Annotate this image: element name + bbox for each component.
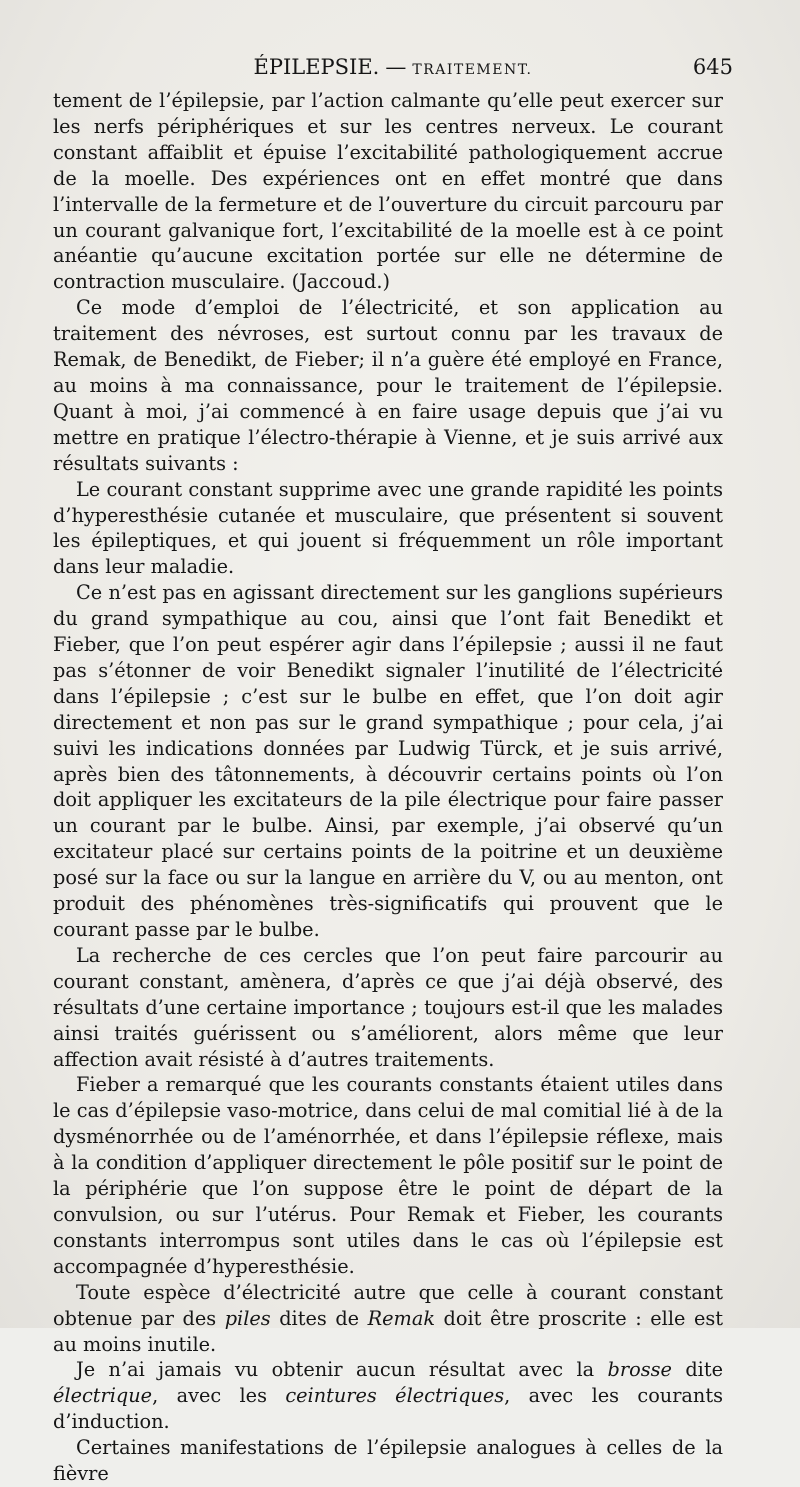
text-run: , avec les courants d’induction. xyxy=(53,1384,723,1434)
italic-term: électrique xyxy=(53,1384,153,1408)
paragraph-continued: tement de l’épilepsie, par l’action calmante qu’elle peut exercer sur les nerfs périphériques et sur les centres nerveux. Le courant constant affaiblit et épuise l’excitabilité pathologiquement accrue de la moelle. Des expériences ont en effet montré que dans l’intervalle de la fermeture et de l’ouverture du circuit parcouru par un courant galvanique fort, l’excitabilité de la moelle est à ce point anéantie qu’aucune excitation portée sur elle ne détermine de contraction musculaire. (Jaccoud.) xyxy=(53,89,723,294)
italic-term: ceintures électriques xyxy=(285,1384,505,1408)
text-run: doit être proscrite : elle est au moins inutile. xyxy=(53,1306,723,1356)
section-title: TRAITEMENT. xyxy=(412,62,533,78)
text-run: Toute espèce d’électricité autre que celle à courant constant obtenue par des xyxy=(53,1280,723,1330)
paragraph: La recherche de ces cercles que l’on peut faire parcourir au courant constant, amènera, d’après ce que j’ai déjà observé, des résultats d’une certaine importance ; toujours est-il que les malades ainsi traités guérissent ou s’améliorent, alors même que leur affection avait résisté à d’autres traitements. xyxy=(53,943,723,1071)
paragraph xyxy=(53,1280,723,1358)
paragraph: Ce mode d’emploi de l’électricité, et son application au traitement des névroses, est surtout connu par les travaux de Remak, de Benedikt, de Fieber; il n’a guère été employé en France, au moins à ma connaissance, pour le traitement de l’épilepsie. Quant à moi, j’ai commencé à en faire usage depuis que j’ai vu mettre en pratique l’électro-thérapie à Vienne, et je suis arrivé aux résultats suivants : xyxy=(53,296,723,475)
page-number: 645 xyxy=(692,55,733,79)
italic-term: piles xyxy=(224,1306,271,1330)
text-run: dite xyxy=(671,1358,723,1382)
paragraph: Fieber a remarqué que les courants constants étaient utiles dans le cas d’épilepsie vaso-motrice, dans celui de mal comitial lié à de la dysménorrhée ou de l’aménorrhée, et dans l’épilepsie réflexe, mais à la condition d’appliquer directement le pôle positif sur le point de la périphérie que l’on suppose être le point de départ de la convulsion, ou sur l’utérus. Pour Remak et Fieber, les courants constants interrompus sont utiles dans le cas où l’épilepsie est accompagnée d’hyperesthésie. xyxy=(53,1073,723,1278)
text-run: Je n’ai jamais vu obtenir aucun résultat avec la xyxy=(76,1358,608,1382)
running-head xyxy=(53,52,733,82)
text-run: dites de xyxy=(270,1306,368,1330)
text-run: , avec les xyxy=(152,1384,286,1408)
paragraph: Le courant constant supprime avec une grande rapidité les points d’hyperesthésie cutanée et musculaire, que présentent si souvent les épileptiques, et qui jouent si fréquemment un rôle important dans leur maladie. xyxy=(53,477,723,579)
paragraph: Ce n’est pas en agissant directement sur les ganglions supérieurs du grand sympathique au cou, ainsi que l’ont fait Benedikt et Fieber, que l’on peut espérer agir dans l’épilepsie ; aussi il ne faut pas s’étonner de voir Benedikt signaler l’inutilité de l’électricité dans l’épilepsie ; c’est sur le bulbe en effet, que l’on doit agir directement et non pas sur le grand sympathique ; pour cela, j’ai suivi les indications données par Ludwig Türck, et je suis arrivé, après bien des tâtonnements, à découvrir certains points où l’on doit appliquer les excitateurs de la pile électrique pour faire passer un courant par le bulbe. Ainsi, par exemple, j’ai observé qu’un excitateur placé sur certains points de la poitrine et un deuxième posé sur la face ou sur la langue en arrière du V, ou au menton, ont produit des phénomènes très-significatifs qui prouvent que le courant passe par le bulbe. xyxy=(53,581,723,941)
italic-term: Remak xyxy=(367,1306,435,1330)
body-text xyxy=(53,88,723,1487)
italic-term: brosse xyxy=(607,1358,672,1382)
running-head-title xyxy=(53,52,733,85)
paragraph: Certaines manifestations de l’épilepsie analogues à celles de la fièvre xyxy=(53,1436,723,1486)
title-dash: — xyxy=(385,55,407,79)
paragraph xyxy=(53,1357,723,1435)
chapter-title: ÉPILEPSIE. xyxy=(253,55,380,79)
